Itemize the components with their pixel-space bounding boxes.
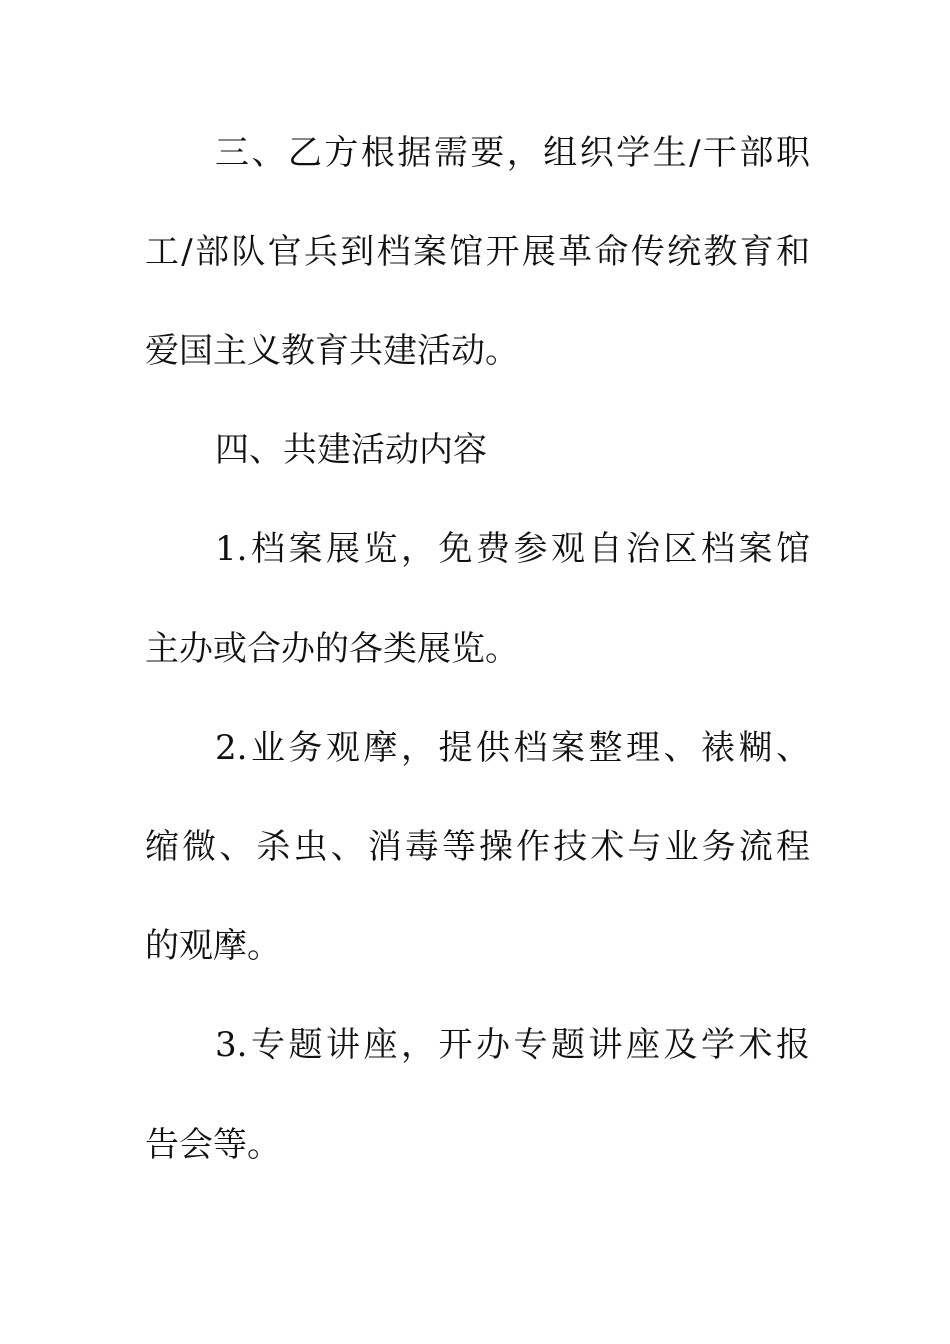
- item-3-line-1: 3.专题讲座，开办专题讲座及学术报: [215, 1025, 810, 1065]
- paragraph-3-line-1: 三、乙方根据需要，组织学生/干部职: [215, 133, 810, 173]
- item-2-line-3: 的观摩。: [145, 926, 281, 966]
- item-2-line-2: 缩微、杀虫、消毒等操作技术与业务流程: [145, 827, 810, 867]
- item-2-line-1: 2.业务观摩，提供档案整理、裱糊、: [215, 728, 810, 768]
- paragraph-3-line-3: 爱国主义教育共建活动。: [145, 331, 519, 371]
- paragraph-3-line-2: 工/部队官兵到档案馆开展革命传统教育和: [145, 232, 810, 272]
- item-1-line-2: 主办或合办的各类展览。: [145, 629, 519, 669]
- section-heading-4: 四、共建活动内容: [215, 430, 487, 470]
- item-3-line-2: 告会等。: [145, 1125, 281, 1165]
- item-1-line-1: 1.档案展览，免费参观自治区档案馆: [215, 529, 810, 569]
